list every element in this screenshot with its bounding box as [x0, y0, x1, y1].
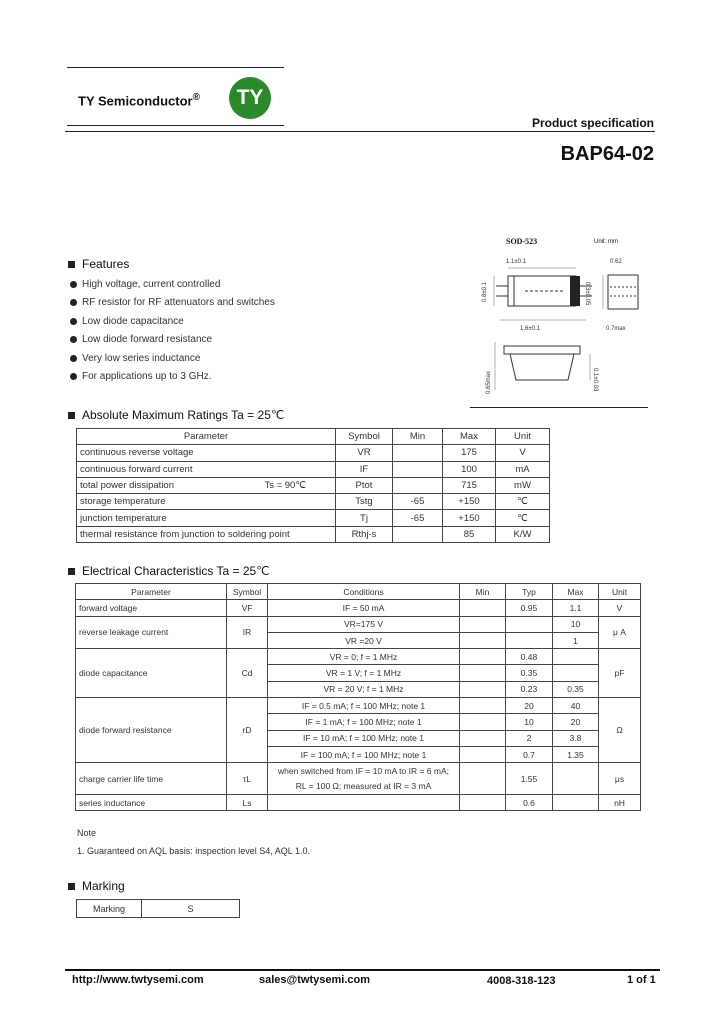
header-symbol: Symbol [336, 429, 393, 445]
symbol-cell: Rthj-s [336, 526, 393, 542]
unit-cell: V [496, 445, 550, 461]
param-cell: total power dissipation Ts = 90℃ [77, 477, 336, 493]
table-row [76, 763, 641, 779]
marking-label: Marking [77, 900, 142, 918]
min-cell [393, 461, 443, 477]
unit-cell: μs [599, 763, 641, 795]
condition-cell: IF = 10 mA; f = 100 MHz; note 1 [268, 730, 460, 746]
condition-cell: VR = 20 V; f = 1 MHz [268, 681, 460, 697]
min-cell: -65 [393, 494, 443, 510]
min-cell [460, 649, 506, 665]
max-cell: 3.8 [553, 730, 599, 746]
feature-item: Low diode capacitance [70, 312, 275, 331]
max-cell: 715 [443, 477, 496, 493]
table-row [77, 477, 550, 493]
condition-cell: IF = 50 mA [268, 600, 460, 616]
max-cell: 1 [553, 632, 599, 648]
dim-thickness: 0.1±0.03 [592, 368, 598, 392]
typ-cell: 1.55 [506, 763, 553, 795]
footer-email[interactable]: sales@twtysemi.com [259, 974, 370, 986]
header-typ: Typ [506, 584, 553, 600]
table-row [76, 600, 641, 616]
min-cell [460, 698, 506, 714]
bullet-icon [70, 318, 77, 325]
param-cell: reverse leakage current [76, 616, 227, 649]
header-parameter: Parameter [76, 584, 227, 600]
max-cell: 40 [553, 698, 599, 714]
min-cell [460, 730, 506, 746]
param-cell: forward voltage [76, 600, 227, 616]
max-cell: 20 [553, 714, 599, 730]
min-cell: -65 [393, 510, 443, 526]
condition-cell: IF = 1 mA; f = 100 MHz; note 1 [268, 714, 460, 730]
max-cell: 175 [443, 445, 496, 461]
max-cell [553, 665, 599, 681]
symbol-cell: Ptot [336, 477, 393, 493]
param-cell: diode forward resistance [76, 698, 227, 763]
header-symbol: Symbol [227, 584, 268, 600]
min-cell [460, 714, 506, 730]
symbol-cell: Cd [227, 649, 268, 698]
part-number: BAP64-02 [560, 143, 654, 165]
symbol-cell: rD [227, 698, 268, 763]
condition-cell: VR = 0; f = 1 MHz [268, 649, 460, 665]
header-unit: Unit [496, 429, 550, 445]
bullet-icon [70, 299, 77, 306]
param-cell: series inductance [76, 794, 227, 810]
max-cell [553, 649, 599, 665]
param-cell: charge carrier life time [76, 763, 227, 795]
footer-phone: 4008-318-123 [487, 975, 556, 987]
max-cell: 0.35 [553, 681, 599, 697]
table-row [76, 649, 641, 665]
min-cell [393, 445, 443, 461]
table-row [76, 794, 641, 810]
min-cell [460, 665, 506, 681]
typ-cell: 0.48 [506, 649, 553, 665]
package-outline-icon [470, 230, 650, 410]
bullet-icon [70, 336, 77, 343]
param-cell: thermal resistance from junction to soldering point [77, 526, 336, 542]
footer-website[interactable]: http://www.twtysemi.com [72, 974, 204, 986]
symbol-cell: IF [336, 461, 393, 477]
features-title: Features [68, 257, 129, 271]
unit-cell: Ω [599, 698, 641, 763]
header-min: Min [460, 584, 506, 600]
marking-value: S [142, 900, 240, 918]
header-parameter: Parameter [77, 429, 336, 445]
min-cell [460, 632, 506, 648]
min-cell [393, 526, 443, 542]
unit-cell: ℃ [496, 494, 550, 510]
condition-cell: VR =20 V [268, 632, 460, 648]
symbol-cell: τL [227, 763, 268, 795]
note-title: Note [77, 828, 97, 838]
feature-item: High voltage, current controlled [70, 275, 275, 294]
min-cell [460, 794, 506, 810]
condition-cell: IF = 0.5 mA; f = 100 MHz; note 1 [268, 698, 460, 714]
dim-length: 1.6±0.1 [520, 326, 540, 332]
note-item: 1. Guaranteed on AQL basis: inspection level S4, AQL 1.0. [77, 846, 310, 856]
typ-cell: 20 [506, 698, 553, 714]
symbol-cell: Tj [336, 510, 393, 526]
typ-cell [506, 632, 553, 648]
condition-cell [268, 794, 460, 810]
header-rule [65, 131, 655, 132]
header-top-rule [67, 67, 284, 68]
marking-title: Marking [68, 879, 125, 893]
condition-cell: IF = 100 mA; f = 100 MHz; note 1 [268, 746, 460, 762]
abs-max-title: Absolute Maximum Ratings Ta = 25℃ [68, 408, 284, 422]
table-row [77, 494, 550, 510]
company-logo: TY [229, 77, 271, 119]
unit-cell: K/W [496, 526, 550, 542]
dim-side: 0.62 [610, 259, 622, 265]
symbol-cell: VF [227, 600, 268, 616]
marking-table [76, 899, 240, 918]
header-min: Min [393, 429, 443, 445]
unit-cell: ℃ [496, 510, 550, 526]
max-cell: 1.35 [553, 746, 599, 762]
symbol-cell: IR [227, 616, 268, 649]
table-row [77, 526, 550, 542]
table-header-row [76, 584, 641, 600]
param-cell: continuous forward current [77, 461, 336, 477]
unit-cell: μ A [599, 616, 641, 649]
typ-cell: 0.95 [506, 600, 553, 616]
min-cell [460, 600, 506, 616]
min-cell [460, 746, 506, 762]
feature-item: Very low series inductance [70, 349, 275, 368]
unit-cell: nH [599, 794, 641, 810]
header-conditions: Conditions [268, 584, 460, 600]
unit-cell: V [599, 600, 641, 616]
min-cell [460, 681, 506, 697]
table-header-row [77, 429, 550, 445]
doc-type: Product specification [531, 116, 654, 130]
symbol-cell: Ls [227, 794, 268, 810]
max-cell: +150 [443, 494, 496, 510]
min-cell [460, 763, 506, 795]
header-max: Max [553, 584, 599, 600]
condition-text: Ts = 90℃ [264, 480, 306, 492]
package-unit: Unit: mm [594, 239, 618, 245]
typ-cell: 0.35 [506, 665, 553, 681]
typ-cell: 0.7 [506, 746, 553, 762]
square-bullet-icon [68, 883, 75, 890]
symbol-cell: Tstg [336, 494, 393, 510]
typ-cell: 0.6 [506, 794, 553, 810]
max-cell [553, 763, 599, 795]
square-bullet-icon [68, 261, 75, 268]
dim-standoff: 0.65max [486, 370, 492, 394]
unit-cell: mA [496, 461, 550, 477]
bullet-icon [70, 373, 77, 380]
dim-height: 0.7max [606, 326, 626, 332]
condition-cell: RL = 100 Ω; measured at IR = 3 mA [268, 779, 460, 795]
elec-table [75, 583, 641, 811]
max-cell: 1.1 [553, 600, 599, 616]
feature-item: Low diode forward resistance [70, 331, 275, 350]
header-max: Max [443, 429, 496, 445]
header-logo-rule [67, 125, 284, 126]
square-bullet-icon [68, 568, 75, 575]
table-row [77, 900, 240, 918]
min-cell [460, 616, 506, 632]
param-cell: junction temperature [77, 510, 336, 526]
header-unit: Unit [599, 584, 641, 600]
bullet-icon [70, 281, 77, 288]
package-name: SOD-523 [506, 237, 538, 246]
typ-cell: 10 [506, 714, 553, 730]
company-name: TY Semiconductor® [78, 92, 200, 109]
typ-cell [506, 616, 553, 632]
condition-cell: VR = 1 V; f = 1 MHz [268, 665, 460, 681]
typ-cell: 2 [506, 730, 553, 746]
dim-body: 0.8±0.1 [482, 282, 488, 302]
bullet-icon [70, 355, 77, 362]
table-row [76, 616, 641, 632]
param-cell: storage temperature [77, 494, 336, 510]
unit-cell: pF [599, 649, 641, 698]
square-bullet-icon [68, 412, 75, 419]
footer-page: 1 of 1 [627, 974, 656, 986]
footer-rule [65, 969, 660, 971]
abs-max-table [76, 428, 550, 543]
dim-width: 1.1±0.1 [506, 259, 526, 265]
max-cell: 100 [443, 461, 496, 477]
features-list [70, 275, 275, 386]
feature-item: For applications up to 3 GHz. [70, 368, 275, 387]
max-cell [553, 794, 599, 810]
unit-cell: mW [496, 477, 550, 493]
max-cell: 85 [443, 526, 496, 542]
typ-cell: 0.23 [506, 681, 553, 697]
param-cell: continuous reverse voltage [77, 445, 336, 461]
max-cell: +150 [443, 510, 496, 526]
symbol-cell: VR [336, 445, 393, 461]
elec-title: Electrical Characteristics Ta = 25℃ [68, 564, 270, 578]
package-drawing [470, 230, 650, 410]
table-row [77, 510, 550, 526]
condition-cell: when switched from IF = 10 mA to IR = 6 mA; [268, 763, 460, 779]
table-row [77, 461, 550, 477]
max-cell: 10 [553, 616, 599, 632]
condition-cell: VR=175 V [268, 616, 460, 632]
table-row [77, 445, 550, 461]
dim-lead: 0.3±0.05 [584, 282, 590, 306]
min-cell [393, 477, 443, 493]
package-rule [470, 407, 648, 408]
table-row [76, 698, 641, 714]
feature-item: RF resistor for RF attenuators and switches [70, 294, 275, 313]
param-cell: diode capacitance [76, 649, 227, 698]
